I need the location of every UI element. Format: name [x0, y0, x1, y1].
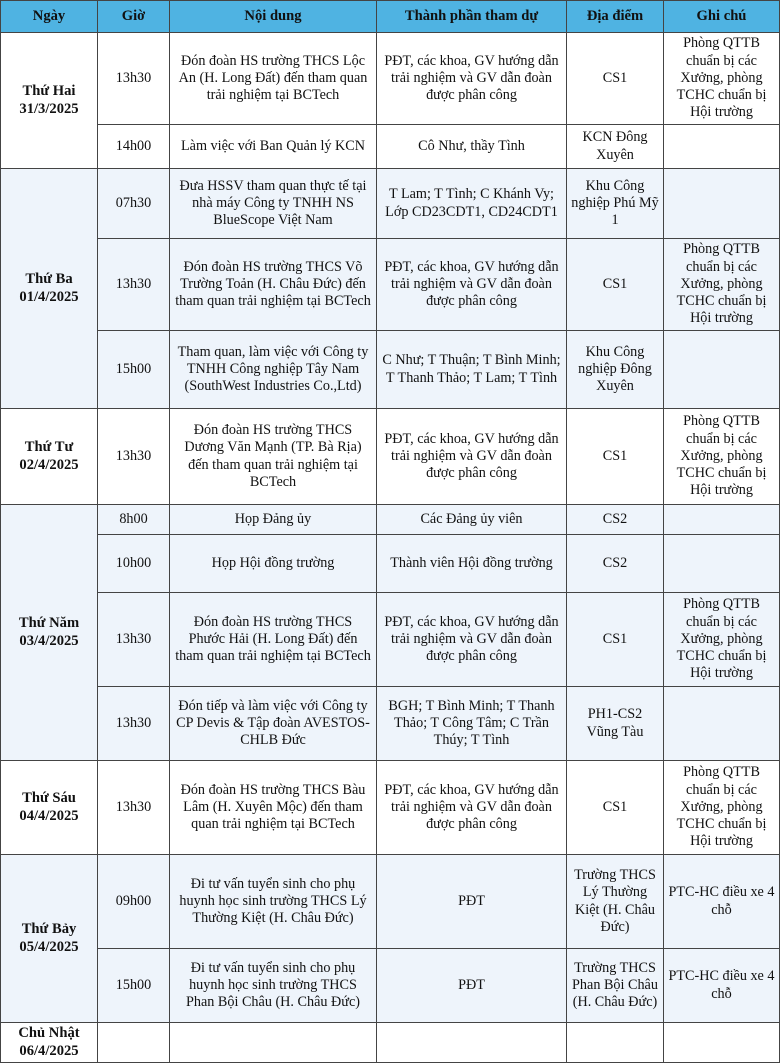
participants-cell: PĐT, các khoa, GV hướng dẫn trải nghiệm và GV dẫn đoàn được phân công [377, 239, 567, 331]
day-name: Thứ Bảy [21, 920, 77, 937]
location-cell: Trường THCS Lý Thường Kiệt (H. Châu Đức) [567, 855, 664, 949]
location-cell: PH1-CS2 Vũng Tàu [567, 687, 664, 761]
content-cell: Đón đoàn HS trường THCS Võ Trường Toản (H. Châu Đức) đến tham quan trải nghiệm tại BCTech [170, 239, 377, 331]
time-cell: 13h30 [98, 761, 170, 855]
time-cell: 13h30 [98, 409, 170, 505]
table-row [1, 855, 780, 949]
header-note: Ghi chú [664, 1, 780, 33]
time-cell: 13h30 [98, 687, 170, 761]
time-cell: 14h00 [98, 125, 170, 169]
location-cell: Trường THCS Phan Bội Châu (H. Châu Đức) [567, 949, 664, 1023]
header-location: Địa điểm [567, 1, 664, 33]
header-row [1, 1, 780, 33]
note-cell: Phòng QTTB chuẩn bị các Xưởng, phòng TCHC chuẩn bị Hội trường [664, 593, 780, 687]
participants-cell: PĐT [377, 855, 567, 949]
day-cell [1, 169, 98, 409]
day-date: 02/4/2025 [19, 456, 79, 473]
participants-cell: BGH; T Bình Minh; T Thanh Thảo; T Công Tâm; C Trần Thúy; T Tình [377, 687, 567, 761]
time-cell: 8h00 [98, 505, 170, 535]
location-cell: CS1 [567, 409, 664, 505]
time-cell: 10h00 [98, 535, 170, 593]
participants-cell: PĐT, các khoa, GV hướng dẫn trải nghiệm và GV dẫn đoàn được phân công [377, 409, 567, 505]
content-cell: Đi tư vấn tuyển sinh cho phụ huynh học sinh trường THCS Lý Thường Kiệt (H. Châu Đức) [170, 855, 377, 949]
table-row [1, 169, 780, 239]
day-name: Chủ Nhật [18, 1024, 80, 1041]
note-cell [664, 687, 780, 761]
day-name: Thứ Hai [22, 82, 76, 99]
content-cell: Làm việc với Ban Quản lý KCN [170, 125, 377, 169]
note-cell [664, 169, 780, 239]
table-row [1, 535, 780, 593]
table-row [1, 505, 780, 535]
time-cell: 13h30 [98, 239, 170, 331]
location-cell: CS1 [567, 761, 664, 855]
location-cell: KCN Đông Xuyên [567, 125, 664, 169]
table-row [1, 761, 780, 855]
participants-cell: PĐT, các khoa, GV hướng dẫn trải nghiệm và GV dẫn đoàn được phân công [377, 33, 567, 125]
note-cell: Phòng QTTB chuẩn bị các Xưởng, phòng TCHC chuẩn bị Hội trường [664, 409, 780, 505]
content-cell: Họp Đảng ủy [170, 505, 377, 535]
location-cell: CS2 [567, 535, 664, 593]
location-cell: Khu Công nghiệp Phú Mỹ 1 [567, 169, 664, 239]
day-name: Thứ Năm [18, 614, 80, 631]
table-row [1, 949, 780, 1023]
day-date: 31/3/2025 [19, 100, 79, 117]
day-date: 05/4/2025 [19, 938, 79, 955]
content-cell: Đón đoàn HS trường THCS Bàu Lâm (H. Xuyên Mộc) đến tham quan trải nghiệm tại BCTech [170, 761, 377, 855]
participants-cell: PĐT, các khoa, GV hướng dẫn trải nghiệm và GV dẫn đoàn được phân công [377, 593, 567, 687]
time-cell: 09h00 [98, 855, 170, 949]
location-cell: CS1 [567, 33, 664, 125]
table-row [1, 331, 780, 409]
content-cell: Tham quan, làm việc với Công ty TNHH Công nghiệp Tây Nam (SouthWest Industries Co.,Ltd) [170, 331, 377, 409]
table-row [1, 409, 780, 505]
content-cell: Đón đoàn HS trường THCS Phước Hải (H. Long Đất) đến tham quan trải nghiệm tại BCTech [170, 593, 377, 687]
header-time: Giờ [98, 1, 170, 33]
table-row [1, 593, 780, 687]
table-row [1, 239, 780, 331]
participants-cell: Cô Như, thầy Tình [377, 125, 567, 169]
header-day: Ngày [1, 1, 98, 33]
day-date: 06/4/2025 [19, 1042, 79, 1059]
day-date: 04/4/2025 [19, 807, 79, 824]
note-cell: PTC-HC điều xe 4 chỗ [664, 949, 780, 1023]
location-cell: Khu Công nghiệp Đông Xuyên [567, 331, 664, 409]
content-cell: Họp Hội đồng trường [170, 535, 377, 593]
time-cell: 07h30 [98, 169, 170, 239]
table-row [1, 33, 780, 125]
participants-cell: PĐT, các khoa, GV hướng dẫn trải nghiệm và GV dẫn đoàn được phân công [377, 761, 567, 855]
table-row [1, 687, 780, 761]
location-cell: CS1 [567, 239, 664, 331]
participants-cell: Thành viên Hội đồng trường [377, 535, 567, 593]
day-name: Thứ Ba [25, 270, 73, 287]
time-cell: 13h30 [98, 593, 170, 687]
day-date: 03/4/2025 [19, 632, 79, 649]
schedule-body [1, 33, 780, 1063]
day-cell [1, 761, 98, 855]
time-cell: 15h00 [98, 331, 170, 409]
day-name: Thứ Sáu [22, 789, 76, 806]
note-cell: Phòng QTTB chuẩn bị các Xưởng, phòng TCHC chuẩn bị Hội trường [664, 239, 780, 331]
content-cell: Đưa HSSV tham quan thực tế tại nhà máy Công ty TNHH NS BlueScope Việt Nam [170, 169, 377, 239]
note-cell: PTC-HC điều xe 4 chỗ [664, 855, 780, 949]
location-cell: CS1 [567, 593, 664, 687]
day-name: Thứ Tư [24, 438, 74, 455]
note-cell [664, 535, 780, 593]
note-cell [664, 505, 780, 535]
content-cell: Đi tư vấn tuyển sinh cho phụ huynh học sinh trường THCS Phan Bội Châu (H. Châu Đức) [170, 949, 377, 1023]
note-cell: Phòng QTTB chuẩn bị các Xưởng, phòng TCHC chuẩn bị Hội trường [664, 761, 780, 855]
location-cell: CS2 [567, 505, 664, 535]
participants-cell: T Lam; T Tình; C Khánh Vy; Lớp CD23CDT1, CD24CDT1 [377, 169, 567, 239]
participants-cell: PĐT [377, 949, 567, 1023]
header-content: Nội dung [170, 1, 377, 33]
participants-cell: C Như; T Thuận; T Bình Minh; T Thanh Thảo; T Lam; T Tình [377, 331, 567, 409]
time-cell: 15h00 [98, 949, 170, 1023]
day-cell [1, 409, 98, 505]
day-cell [1, 33, 98, 169]
day-cell [1, 505, 98, 761]
content-cell: Đón tiếp và làm việc với Công ty CP Devis & Tập đoàn AVESTOS-CHLB Đức [170, 687, 377, 761]
day-cell [1, 855, 98, 1023]
content-cell: Đón đoàn HS trường THCS Lộc An (H. Long Đất) đến tham quan trải nghiệm tại BCTech [170, 33, 377, 125]
note-cell: Phòng QTTB chuẩn bị các Xưởng, phòng TCHC chuẩn bị Hội trường [664, 33, 780, 125]
note-cell [664, 331, 780, 409]
note-cell [664, 125, 780, 169]
table-row [1, 125, 780, 169]
time-cell: 13h30 [98, 33, 170, 125]
day-date: 01/4/2025 [19, 288, 79, 305]
content-cell: Đón đoàn HS trường THCS Dương Văn Mạnh (TP. Bà Rịa) đến tham quan trải nghiệm tại BCTech [170, 409, 377, 505]
header-participants: Thành phần tham dự [377, 1, 567, 33]
participants-cell: Các Đảng ủy viên [377, 505, 567, 535]
